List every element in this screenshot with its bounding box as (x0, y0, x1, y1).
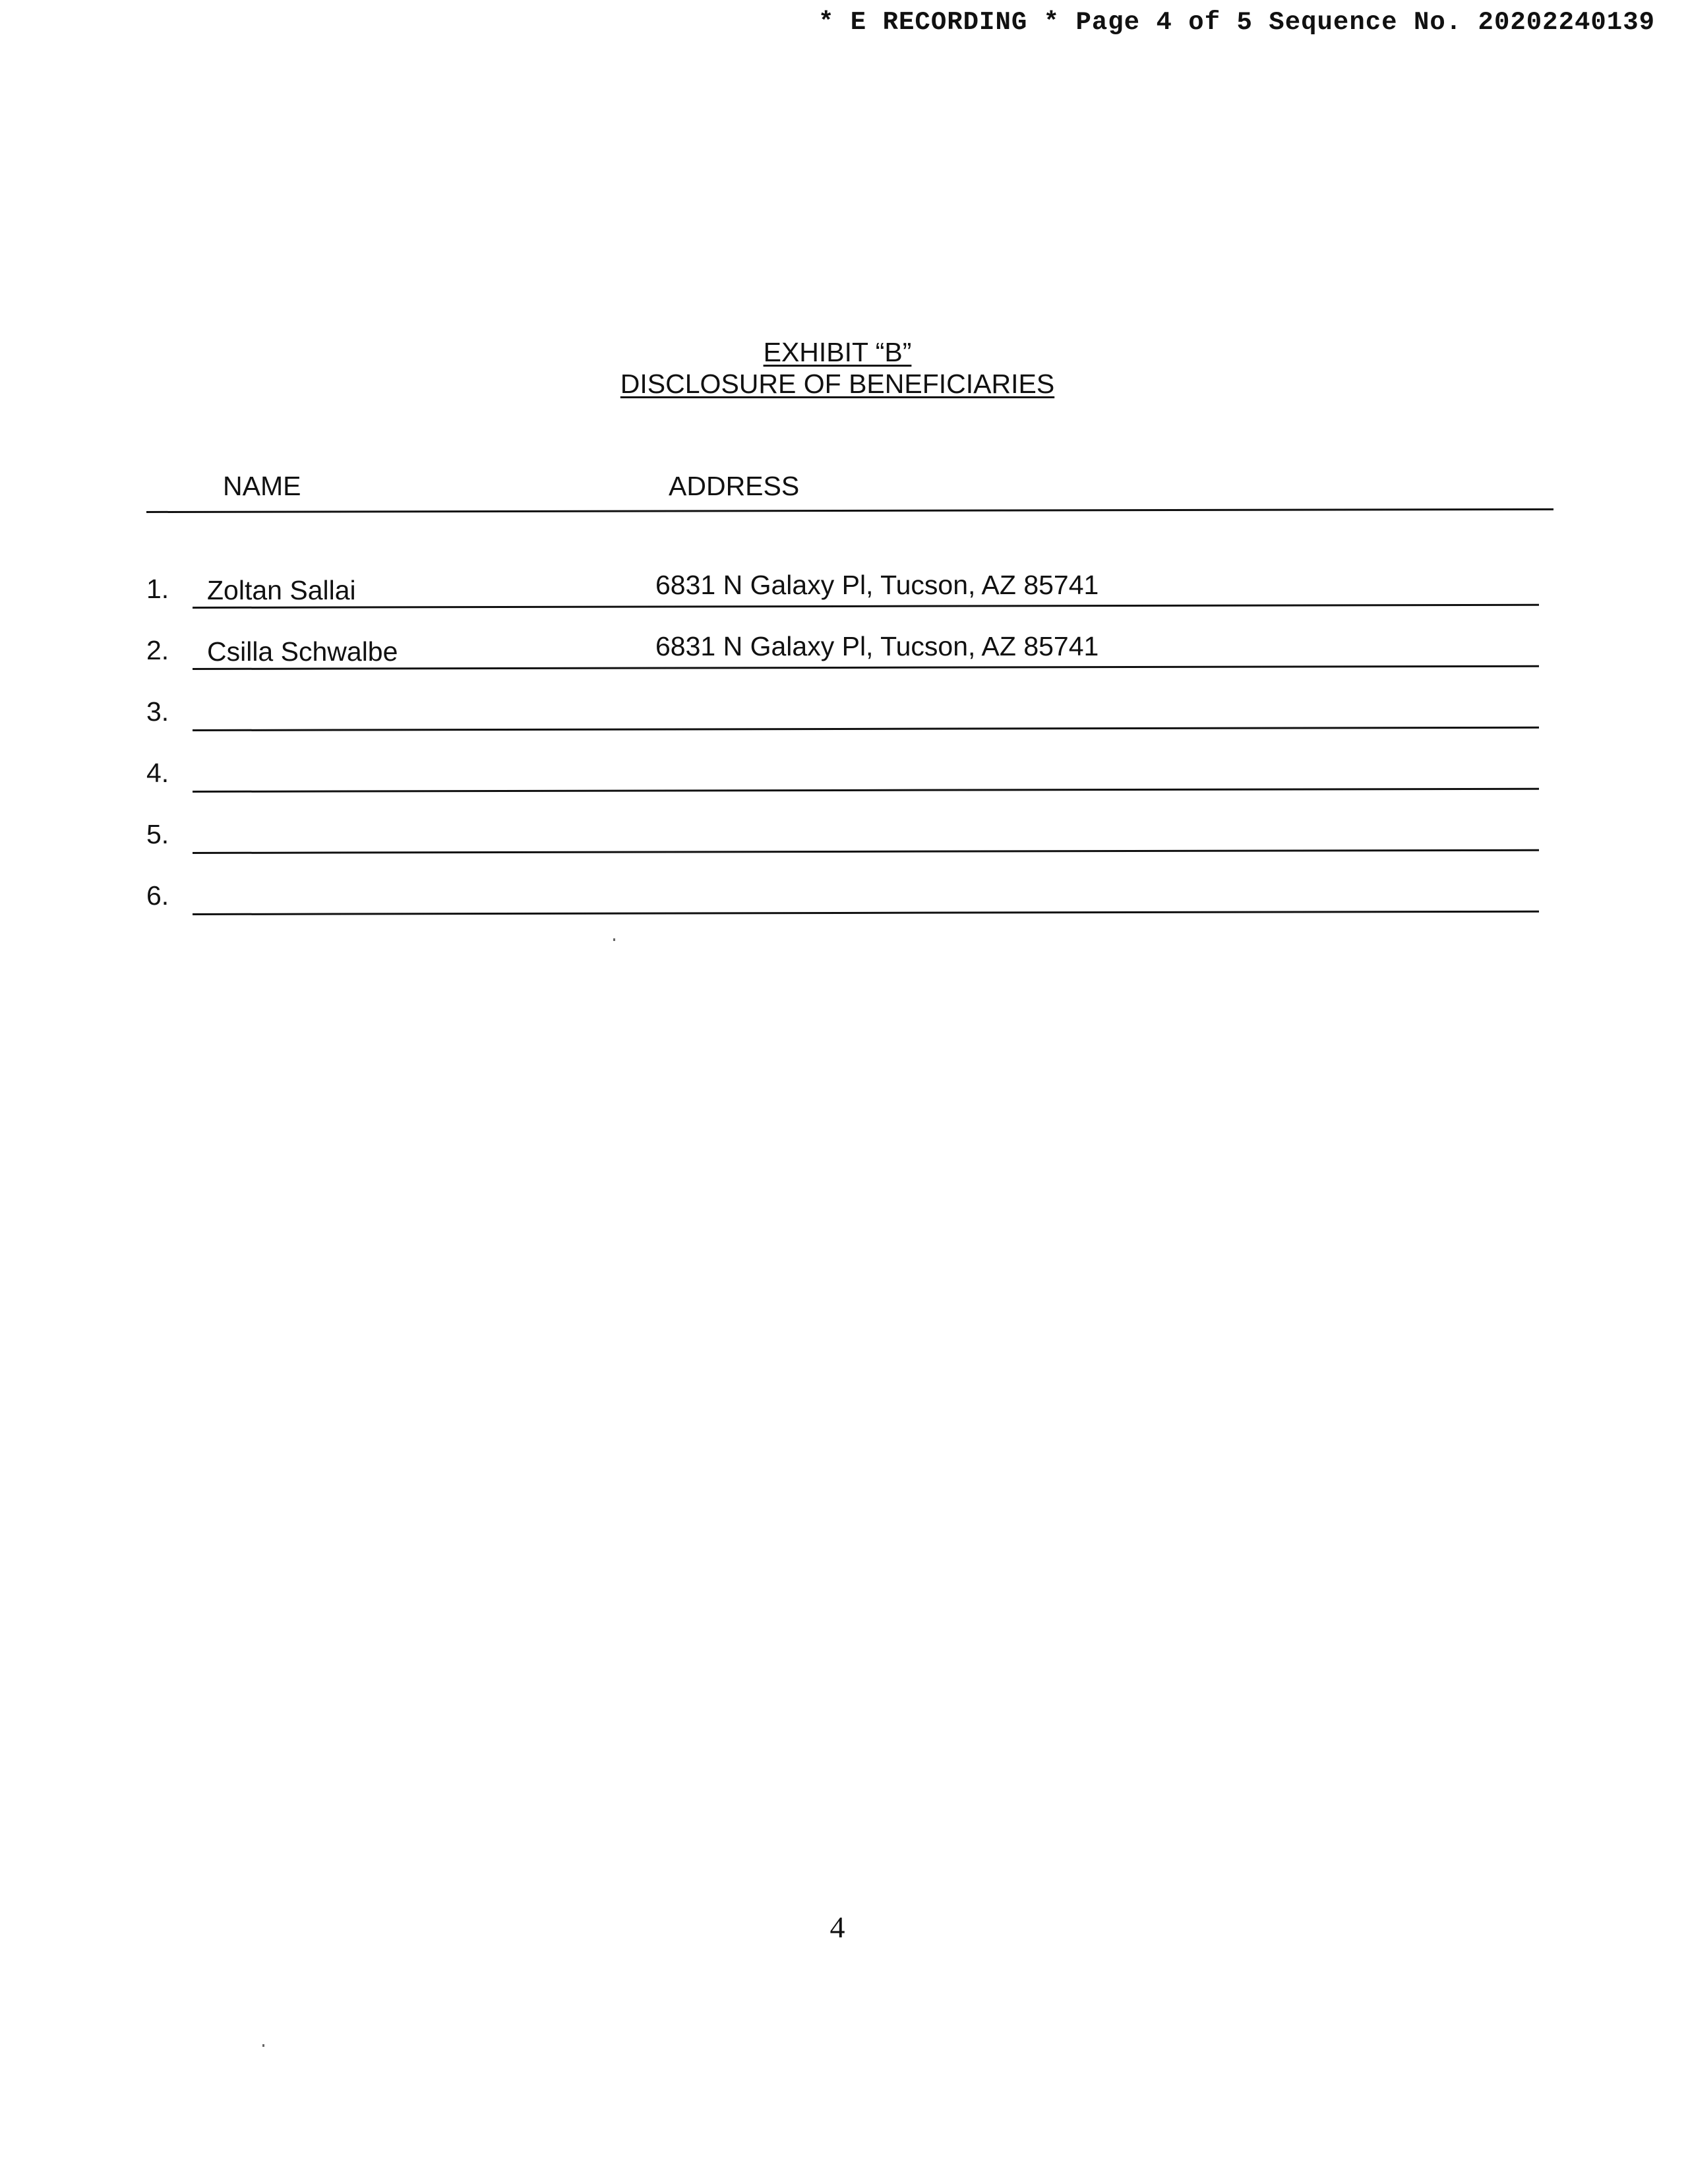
row-number: 4. (146, 758, 169, 788)
exhibit-subtitle: DISCLOSURE OF BENEFICIARIES (620, 369, 1055, 399)
fill-in-line (193, 727, 1539, 731)
beneficiary-address: 6831 N Galaxy Pl, Tucson, AZ 85741 (655, 570, 1099, 600)
fill-in-line (193, 788, 1539, 793)
address-column-header: ADDRESS (669, 471, 800, 501)
exhibit-title: EXHIBIT “B” (763, 337, 912, 367)
beneficiary-address: 6831 N Galaxy Pl, Tucson, AZ 85741 (655, 631, 1099, 661)
recording-header: * E RECORDING * Page 4 of 5 Sequence No. 20202240139 (818, 8, 1655, 37)
page-number: 4 (829, 1910, 845, 1944)
fill-in-line (193, 604, 1539, 609)
beneficiary-row (0, 570, 1688, 620)
beneficiary-row (0, 631, 1688, 681)
beneficiary-row (0, 696, 1688, 743)
fill-in-line (193, 849, 1539, 854)
exhibit-heading (0, 336, 1675, 400)
beneficiary-row (0, 758, 1688, 804)
scan-speck (613, 938, 615, 941)
row-number: 2. (146, 635, 169, 665)
fill-in-line (193, 911, 1539, 915)
row-number: 3. (146, 696, 169, 727)
header-divider (146, 508, 1553, 513)
row-number: 5. (146, 819, 169, 849)
beneficiary-name: Csilla Schwalbe (207, 636, 398, 667)
scan-speck (262, 2044, 264, 2047)
row-number: 1. (146, 574, 169, 604)
name-column-header: NAME (223, 471, 301, 501)
beneficiary-row (0, 819, 1688, 865)
beneficiary-name: Zoltan Sallai (207, 575, 356, 605)
beneficiary-row (0, 880, 1688, 926)
row-number: 6. (146, 880, 169, 911)
